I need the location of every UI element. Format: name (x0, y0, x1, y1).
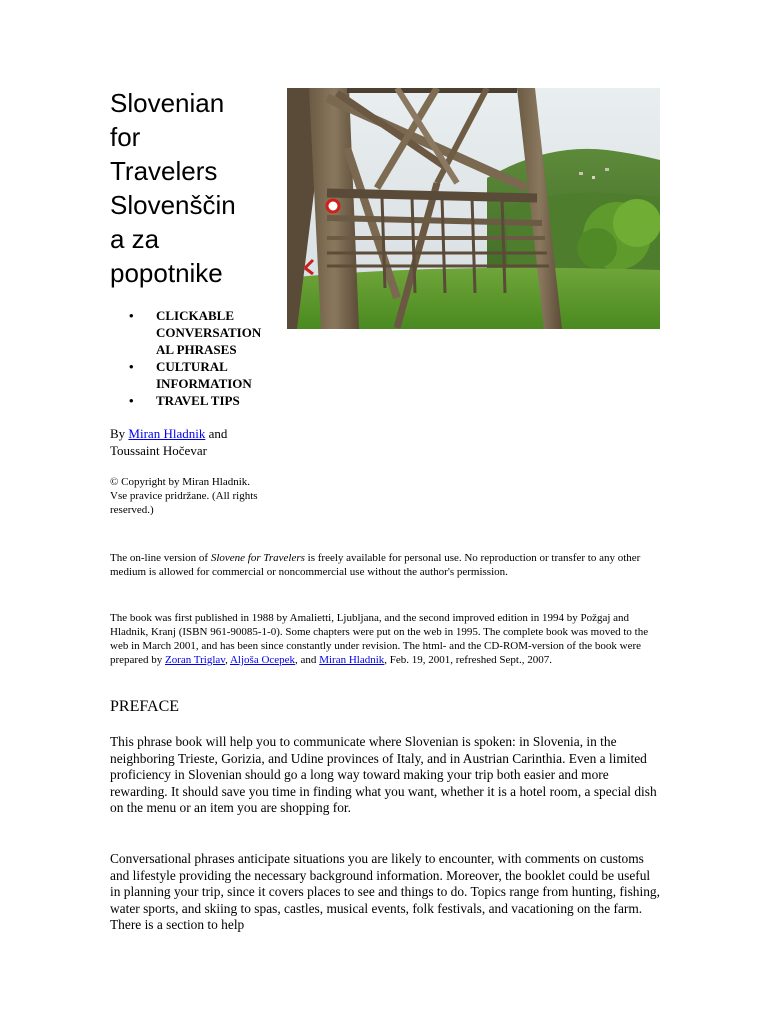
list-item (129, 358, 289, 392)
feature-list (129, 307, 289, 409)
byline-author2: Toussaint Hočevar (110, 443, 207, 458)
link-miran-hladnik[interactable]: Miran Hladnik (319, 654, 385, 666)
title-line: for (110, 122, 141, 152)
preface-paragraph-2: Conversational phrases anticipate situations you are likely to encounter, with comments on customs and lifestyle providing the necessary background information. Moreover, the booklet could be useful in planning your trip, since it covers places to see and things to do. Topics range from hunting, fishing, water sports, and skiing to spas, castles, musical events, folk festivals, and vacationing on the farm. There is a section to help (110, 851, 660, 932)
copyright-notice (110, 475, 300, 517)
hayrack-photo (287, 88, 660, 329)
byline-prefix: By (110, 426, 129, 441)
history-text: , Feb. 19, 2001, refreshed Sept., 2007. (384, 654, 552, 666)
list-item-text: • TRAVEL TIPS (156, 393, 240, 408)
history-paragraph (110, 611, 655, 667)
link-aljosa-ocepek[interactable]: Aljoša Ocepek (229, 654, 296, 666)
list-item (129, 307, 289, 358)
title-line: Travelers (110, 156, 218, 186)
list-item-text: • CLICKABLE (156, 308, 235, 323)
title-line: a za (110, 224, 160, 254)
list-item-text: INFORMATION (156, 376, 252, 391)
link-zoran-triglav[interactable]: Zoran Triglav (164, 654, 226, 666)
copyright-line: Vse pravice pridržane. (All rights (110, 490, 258, 502)
list-item-text: • CULTURAL (156, 359, 228, 374)
history-text: The book was first published in 1988 by Amalietti, Ljubljana, and the second improved edition in 1994 by Požgaj and Hladnik, Kranj (ISBN 961-90085-1-0). Some chapters were put on the web in 1995. The complete book was moved to the web in March 2001, and has been since constantly under revision. The html- and the CD-ROM-version of the book were prepared by (110, 612, 649, 666)
copyright-line: © Copyright by Miran Hladnik. (110, 476, 251, 488)
title-line: Slovenščin (110, 190, 236, 220)
intro-text: The on-line version of (110, 552, 211, 564)
list-item-text: CONVERSATION (156, 325, 262, 340)
preface-paragraph-1: This phrase book will help you to communicate where Slovenian is spoken: in Slovenia, in the neighboring Trieste, Gorizia, and Udine provinces of Italy, and in Austrian Carinthia. Even a limited proficiency in Slovenian should go a long way toward making your trip both easier and more rewarding. It should save you time in finding what you want, whether it is a hotel room, a special dish on the menu or an item you are shopping for. (110, 734, 657, 815)
title-line: popotnike (110, 258, 223, 288)
copyright-line: reserved.) (110, 504, 154, 516)
author-link-miran-hladnik[interactable]: Miran Hladnik (128, 426, 206, 441)
separator: , and (295, 654, 320, 666)
preface-heading: PREFACE (110, 698, 180, 715)
byline (110, 425, 310, 459)
list-item-text: AL PHRASES (156, 342, 237, 357)
title-line: Slovenian (110, 88, 225, 118)
intro-text: is freely available for personal use. No reproduction or transfer to any other medium is allowed for commercial or noncommercial use without the author's permission. (110, 552, 641, 578)
byline-and: and (205, 426, 228, 441)
list-item (129, 392, 289, 409)
book-title: Slovene for Travelers (210, 552, 305, 564)
separator: , (225, 654, 230, 666)
page-title (110, 86, 288, 290)
intro-paragraph (110, 551, 655, 579)
